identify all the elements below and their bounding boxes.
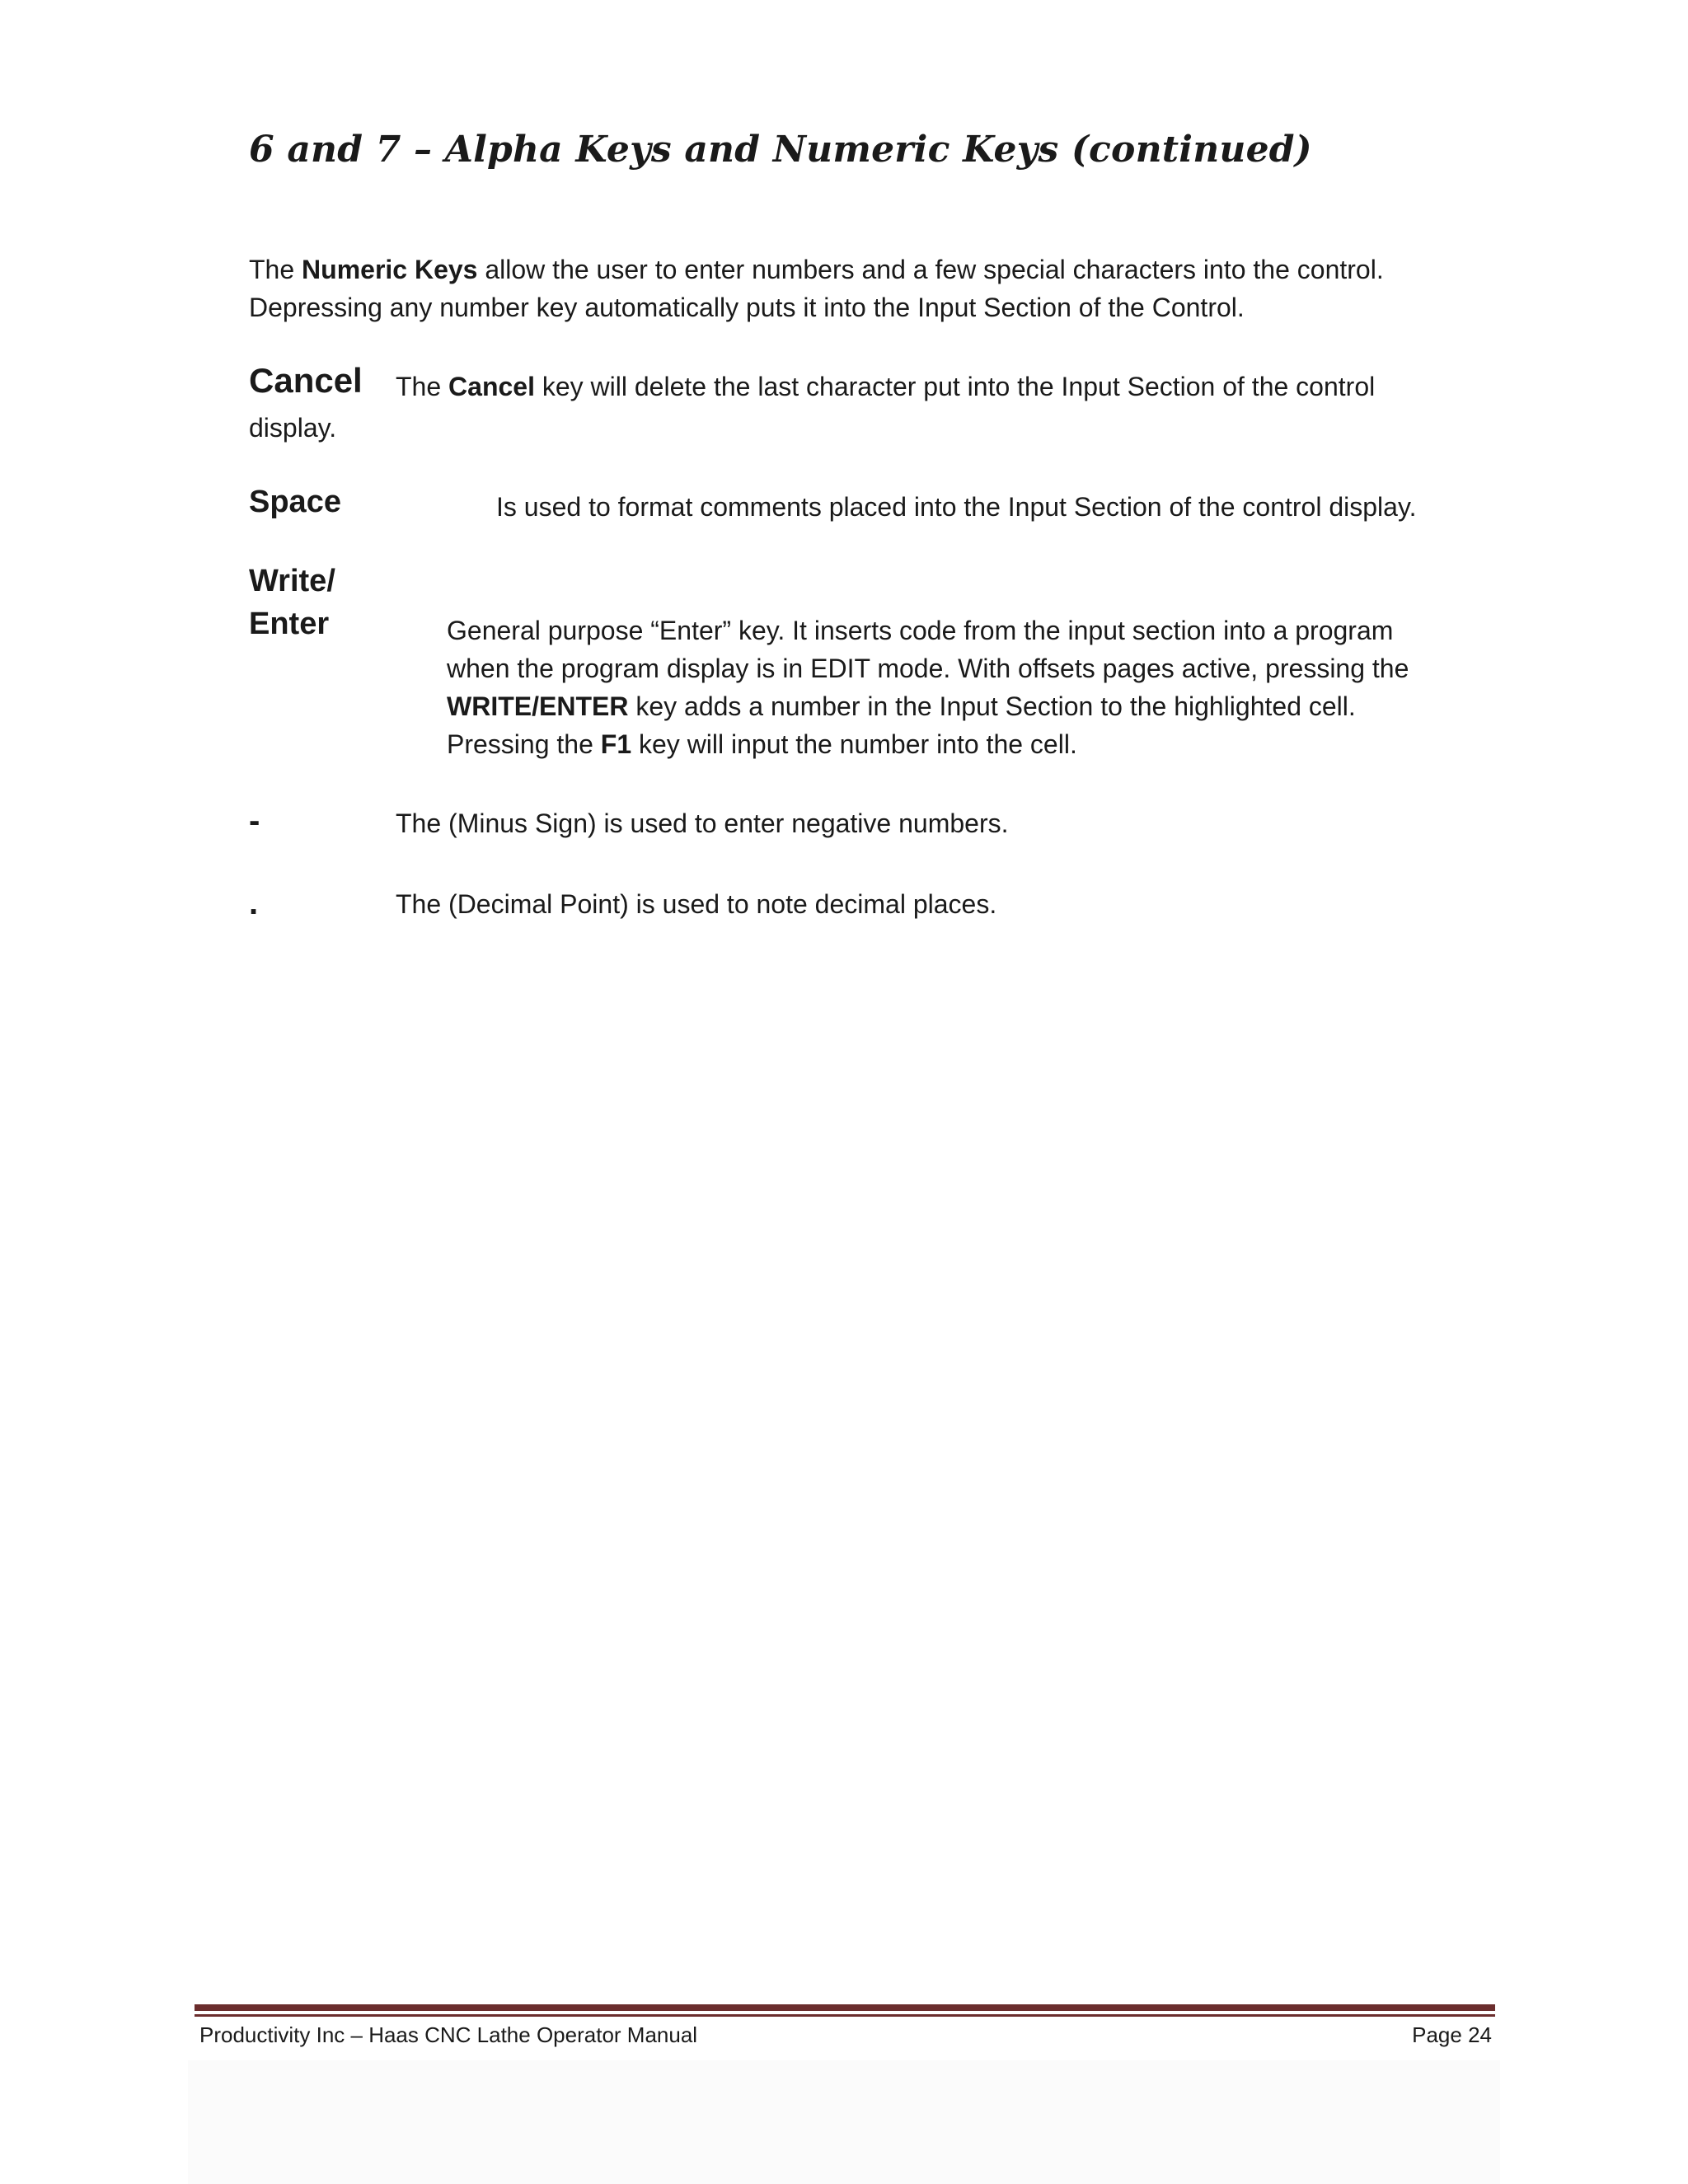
footer-rule-thin — [195, 2014, 1495, 2017]
intro-line-2: Depressing any number key automatically puts it into the Input Section of the Control. — [249, 293, 1245, 322]
footer-manual-title: Productivity Inc – Haas CNC Lathe Operator Manual — [199, 2022, 698, 2047]
write-key-label: Write/ — [249, 564, 335, 598]
decimal-key-label: . — [249, 885, 259, 921]
space-description: Is used to format comments placed into the Input Section of the control display. — [496, 492, 1417, 522]
minus-description: The (Minus Sign) is used to enter negative numbers. — [396, 808, 1009, 838]
write-enter-line-3: WRITE/ENTER key adds a number in the Input Section to the highlighted cell. — [447, 691, 1356, 721]
write-enter-line-1: General purpose “Enter” key. It inserts code from the input section into a program — [447, 616, 1394, 645]
footer-page-number: Page 24 — [1412, 2022, 1492, 2047]
bottom-margin-shade — [188, 2060, 1500, 2184]
numeric-keys-term: Numeric Keys — [302, 255, 478, 284]
intro-paragraph — [249, 251, 1535, 326]
write-enter-line-2: when the program display is in EDIT mode. With offsets pages active, pressing the — [447, 654, 1409, 683]
section-title: 6 and 7 – Alpha Keys and Numeric Keys (continued) — [249, 129, 1312, 171]
minus-key-label: - — [249, 803, 260, 839]
intro-line-1: The Numeric Keys allow the user to enter numbers and a few special characters into the control. — [249, 255, 1384, 284]
footer-rule — [195, 2004, 1495, 2011]
space-key-label: Space — [249, 485, 341, 519]
decimal-description: The (Decimal Point) is used to note decimal places. — [396, 889, 997, 919]
cancel-description-wrap: display. — [249, 413, 337, 443]
enter-key-label: Enter — [249, 607, 330, 641]
cancel-key-label: Cancel — [249, 361, 363, 400]
write-enter-line-4: Pressing the F1 key will input the number into the cell. — [447, 729, 1077, 759]
cancel-description: The Cancel key will delete the last character put into the Input Section of the control — [396, 372, 1376, 401]
